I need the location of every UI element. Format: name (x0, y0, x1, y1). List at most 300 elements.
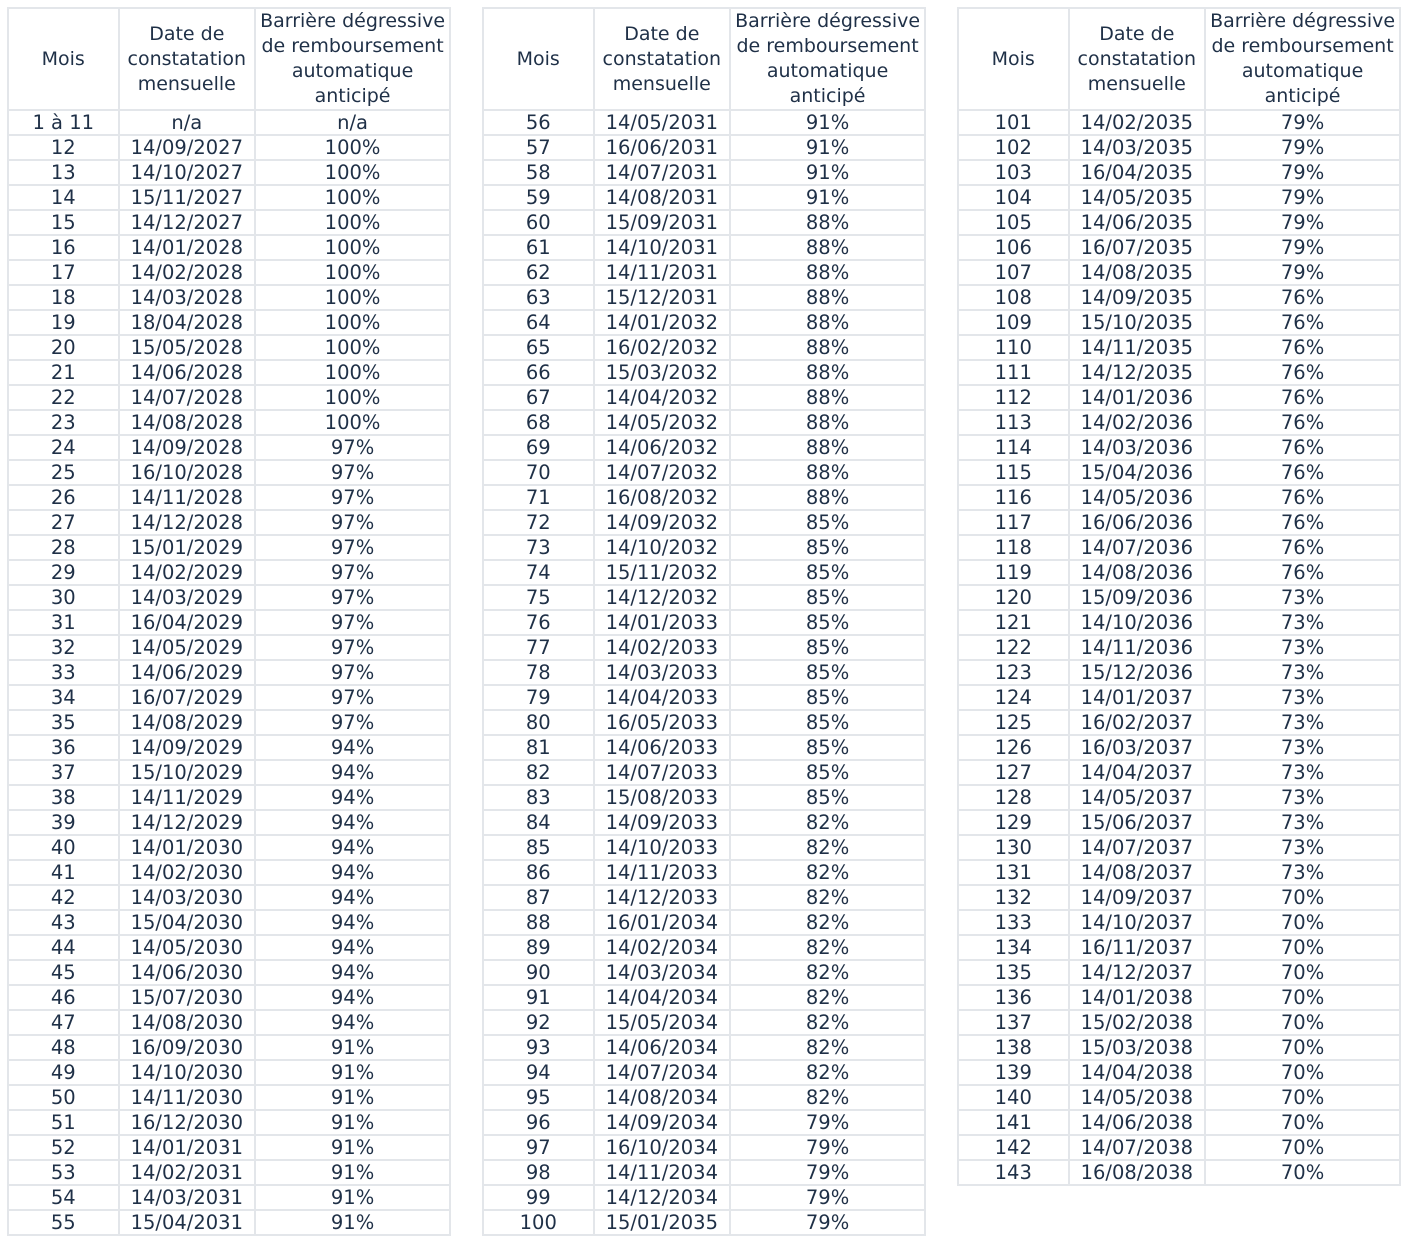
cell-mois: 65 (483, 335, 594, 360)
cell-mois: 22 (8, 385, 119, 410)
table-row (958, 710, 1400, 735)
cell-barriere: 85% (730, 510, 925, 535)
header-barriere: Barrière dégressive de remboursement automatique anticipé (255, 8, 450, 110)
cell-mois: 131 (958, 860, 1069, 885)
cell-barriere: 94% (255, 885, 450, 910)
cell-date: 14/02/2036 (1069, 410, 1206, 435)
cell-barriere: 88% (730, 385, 925, 410)
schedule-table-2 (482, 7, 926, 1236)
cell-date: 14/03/2036 (1069, 435, 1206, 460)
table-row (958, 285, 1400, 310)
cell-barriere: 70% (1205, 885, 1400, 910)
table-row (483, 110, 925, 135)
cell-mois: 80 (483, 710, 594, 735)
table-row (8, 460, 450, 485)
table-row (483, 1085, 925, 1110)
cell-barriere: 79% (1205, 110, 1400, 135)
cell-date: n/a (119, 110, 256, 135)
cell-date: 14/06/2029 (119, 660, 256, 685)
cell-date: 14/03/2031 (119, 1185, 256, 1210)
table-row (8, 635, 450, 660)
cell-barriere: 94% (255, 935, 450, 960)
cell-mois: 130 (958, 835, 1069, 860)
cell-date: 14/07/2032 (594, 460, 731, 485)
cell-mois: 49 (8, 1060, 119, 1085)
header-mois: Mois (483, 8, 594, 110)
cell-date: 14/08/2029 (119, 710, 256, 735)
cell-barriere: 73% (1205, 760, 1400, 785)
cell-barriere: 82% (730, 835, 925, 860)
cell-mois: 122 (958, 635, 1069, 660)
cell-barriere: 97% (255, 535, 450, 560)
cell-mois: 63 (483, 285, 594, 310)
table-row (483, 810, 925, 835)
cell-date: 14/08/2034 (594, 1085, 731, 1110)
table-row (483, 1060, 925, 1085)
cell-mois: 93 (483, 1035, 594, 1060)
table-row (958, 360, 1400, 385)
table-row (958, 1135, 1400, 1160)
cell-barriere: 76% (1205, 410, 1400, 435)
cell-date: 16/06/2031 (594, 135, 731, 160)
cell-date: 14/01/2033 (594, 610, 731, 635)
cell-mois: 127 (958, 760, 1069, 785)
cell-date: 14/03/2033 (594, 660, 731, 685)
cell-date: 14/01/2028 (119, 235, 256, 260)
cell-mois: 108 (958, 285, 1069, 310)
cell-barriere: 85% (730, 610, 925, 635)
cell-mois: 43 (8, 910, 119, 935)
table-row (8, 335, 450, 360)
table-row (8, 1010, 450, 1035)
table-row (8, 985, 450, 1010)
cell-date: 14/01/2037 (1069, 685, 1206, 710)
cell-mois: 64 (483, 310, 594, 335)
cell-date: 14/10/2030 (119, 1060, 256, 1085)
header-row (8, 8, 450, 110)
table-row (958, 510, 1400, 535)
cell-date: 14/10/2036 (1069, 610, 1206, 635)
cell-mois: 26 (8, 485, 119, 510)
table-row (8, 685, 450, 710)
cell-date: 15/09/2031 (594, 210, 731, 235)
table-row (958, 1010, 1400, 1035)
cell-barriere: 91% (730, 110, 925, 135)
cell-mois: 72 (483, 510, 594, 535)
table-row (8, 1110, 450, 1135)
cell-barriere: 82% (730, 810, 925, 835)
cell-mois: 50 (8, 1085, 119, 1110)
cell-mois: 103 (958, 160, 1069, 185)
cell-date: 14/04/2037 (1069, 760, 1206, 785)
table-row (958, 335, 1400, 360)
cell-date: 18/04/2028 (119, 310, 256, 335)
cell-barriere: 82% (730, 1085, 925, 1110)
cell-date: 16/02/2032 (594, 335, 731, 360)
cell-date: 15/10/2029 (119, 760, 256, 785)
cell-mois: 104 (958, 185, 1069, 210)
cell-barriere: 73% (1205, 635, 1400, 660)
cell-mois: 100 (483, 1210, 594, 1235)
table-row (8, 1185, 450, 1210)
cell-mois: 30 (8, 585, 119, 610)
cell-date: 14/02/2033 (594, 635, 731, 660)
cell-date: 14/05/2038 (1069, 1085, 1206, 1110)
cell-barriere: 73% (1205, 585, 1400, 610)
table-row (483, 785, 925, 810)
cell-barriere: 73% (1205, 860, 1400, 885)
table-row (8, 1035, 450, 1060)
cell-mois: 47 (8, 1010, 119, 1035)
table-row (8, 285, 450, 310)
table-row (8, 435, 450, 460)
cell-barriere: 94% (255, 785, 450, 810)
cell-mois: 115 (958, 460, 1069, 485)
cell-barriere: 79% (730, 1135, 925, 1160)
table-row (8, 935, 450, 960)
table-row (958, 885, 1400, 910)
table-row (483, 860, 925, 885)
cell-barriere: 85% (730, 560, 925, 585)
cell-date: 14/11/2028 (119, 485, 256, 510)
header-mois: Mois (8, 8, 119, 110)
cell-mois: 87 (483, 885, 594, 910)
cell-date: 15/03/2038 (1069, 1035, 1206, 1060)
cell-mois: 81 (483, 735, 594, 760)
cell-mois: 62 (483, 260, 594, 285)
cell-mois: 40 (8, 835, 119, 860)
table-row (958, 685, 1400, 710)
cell-barriere: 73% (1205, 660, 1400, 685)
cell-date: 14/04/2034 (594, 985, 731, 1010)
cell-barriere: 73% (1205, 710, 1400, 735)
cell-date: 14/01/2036 (1069, 385, 1206, 410)
cell-barriere: 100% (255, 260, 450, 285)
cell-mois: 71 (483, 485, 594, 510)
cell-mois: 38 (8, 785, 119, 810)
cell-barriere: 100% (255, 185, 450, 210)
cell-mois: 118 (958, 535, 1069, 560)
cell-mois: 35 (8, 710, 119, 735)
cell-barriere: 100% (255, 310, 450, 335)
cell-barriere: 85% (730, 760, 925, 785)
cell-mois: 39 (8, 810, 119, 835)
cell-barriere: 82% (730, 1060, 925, 1085)
cell-date: 14/08/2037 (1069, 860, 1206, 885)
cell-mois: 56 (483, 110, 594, 135)
cell-date: 14/12/2032 (594, 585, 731, 610)
cell-barriere: 70% (1205, 1035, 1400, 1060)
cell-mois: 83 (483, 785, 594, 810)
cell-date: 14/08/2031 (594, 185, 731, 210)
cell-mois: 55 (8, 1210, 119, 1235)
table-row (958, 485, 1400, 510)
table-row (483, 385, 925, 410)
cell-date: 15/08/2033 (594, 785, 731, 810)
cell-date: 14/06/2033 (594, 735, 731, 760)
cell-barriere: 76% (1205, 310, 1400, 335)
table-row (483, 235, 925, 260)
table-row (958, 1110, 1400, 1135)
cell-barriere: 94% (255, 1010, 450, 1035)
cell-date: 14/01/2038 (1069, 985, 1206, 1010)
cell-date: 14/09/2029 (119, 735, 256, 760)
cell-barriere: 91% (730, 185, 925, 210)
cell-date: 14/02/2030 (119, 860, 256, 885)
cell-barriere: 88% (730, 410, 925, 435)
cell-barriere: 94% (255, 835, 450, 860)
table-row (958, 860, 1400, 885)
table-row (8, 810, 450, 835)
header-barriere: Barrière dégressive de remboursement automatique anticipé (730, 8, 925, 110)
cell-mois: 124 (958, 685, 1069, 710)
cell-mois: 41 (8, 860, 119, 885)
cell-mois: 44 (8, 935, 119, 960)
table-row (958, 1160, 1400, 1185)
header-row (958, 8, 1400, 110)
table-row (483, 1035, 925, 1060)
cell-date: 16/07/2029 (119, 685, 256, 710)
cell-barriere: 82% (730, 860, 925, 885)
cell-mois: 34 (8, 685, 119, 710)
cell-mois: 31 (8, 610, 119, 635)
table-row (8, 910, 450, 935)
cell-date: 14/04/2033 (594, 685, 731, 710)
cell-barriere: 97% (255, 685, 450, 710)
cell-mois: 85 (483, 835, 594, 860)
cell-barriere: 73% (1205, 810, 1400, 835)
cell-mois: 142 (958, 1135, 1069, 1160)
cell-mois: 141 (958, 1110, 1069, 1135)
cell-date: 15/05/2034 (594, 1010, 731, 1035)
table-row (483, 685, 925, 710)
cell-date: 16/08/2032 (594, 485, 731, 510)
table-row (8, 260, 450, 285)
cell-barriere: 76% (1205, 460, 1400, 485)
cell-mois: 21 (8, 360, 119, 385)
cell-mois: 119 (958, 560, 1069, 585)
cell-date: 14/11/2030 (119, 1085, 256, 1110)
cell-barriere: 73% (1205, 685, 1400, 710)
table-row (958, 110, 1400, 135)
cell-date: 16/04/2029 (119, 610, 256, 635)
cell-date: 14/07/2036 (1069, 535, 1206, 560)
table-row (958, 735, 1400, 760)
cell-mois: 45 (8, 960, 119, 985)
cell-mois: 57 (483, 135, 594, 160)
header-date: Date de constatation mensuelle (1069, 8, 1206, 110)
cell-mois: 109 (958, 310, 1069, 335)
cell-date: 16/06/2036 (1069, 510, 1206, 535)
cell-date: 14/11/2036 (1069, 635, 1206, 660)
table-row (8, 960, 450, 985)
cell-barriere: 88% (730, 210, 925, 235)
table-row (8, 660, 450, 685)
table-row (958, 1085, 1400, 1110)
table-row (483, 260, 925, 285)
cell-mois: 101 (958, 110, 1069, 135)
header-barriere: Barrière dégressive de remboursement automatique anticipé (1205, 8, 1400, 110)
cell-barriere: 100% (255, 335, 450, 360)
cell-date: 14/05/2032 (594, 410, 731, 435)
cell-date: 14/10/2027 (119, 160, 256, 185)
cell-barriere: 79% (1205, 160, 1400, 185)
cell-date: 14/11/2031 (594, 260, 731, 285)
table-row (8, 1210, 450, 1235)
cell-mois: 28 (8, 535, 119, 560)
cell-date: 16/07/2035 (1069, 235, 1206, 260)
cell-date: 14/05/2029 (119, 635, 256, 660)
header-mois: Mois (958, 8, 1069, 110)
table-row (483, 335, 925, 360)
cell-mois: 129 (958, 810, 1069, 835)
cell-date: 14/12/2027 (119, 210, 256, 235)
cell-barriere: 100% (255, 235, 450, 260)
table-row (483, 1185, 925, 1210)
table-row (8, 1085, 450, 1110)
table-row (958, 960, 1400, 985)
cell-mois: 111 (958, 360, 1069, 385)
table-row (8, 135, 450, 160)
cell-mois: 78 (483, 660, 594, 685)
cell-mois: 20 (8, 335, 119, 360)
cell-barriere: 79% (730, 1210, 925, 1235)
cell-barriere: 85% (730, 585, 925, 610)
table-row (958, 910, 1400, 935)
cell-date: 14/08/2035 (1069, 260, 1206, 285)
cell-mois: 52 (8, 1135, 119, 1160)
cell-barriere: 85% (730, 685, 925, 710)
cell-date: 15/10/2035 (1069, 310, 1206, 335)
cell-date: 16/09/2030 (119, 1035, 256, 1060)
table-row (8, 210, 450, 235)
cell-mois: 91 (483, 985, 594, 1010)
cell-mois: 18 (8, 285, 119, 310)
table-row (483, 985, 925, 1010)
table-row (8, 360, 450, 385)
cell-date: 14/07/2037 (1069, 835, 1206, 860)
cell-mois: 102 (958, 135, 1069, 160)
cell-date: 15/05/2028 (119, 335, 256, 360)
cell-mois: 86 (483, 860, 594, 885)
cell-barriere: 100% (255, 160, 450, 185)
cell-date: 14/01/2032 (594, 310, 731, 335)
cell-barriere: 100% (255, 210, 450, 235)
cell-mois: 54 (8, 1185, 119, 1210)
cell-date: 14/09/2027 (119, 135, 256, 160)
cell-date: 15/04/2030 (119, 910, 256, 935)
cell-barriere: 85% (730, 710, 925, 735)
table-row (483, 660, 925, 685)
cell-barriere: 88% (730, 485, 925, 510)
cell-barriere: 97% (255, 635, 450, 660)
cell-mois: 112 (958, 385, 1069, 410)
cell-barriere: 76% (1205, 485, 1400, 510)
cell-date: 14/04/2038 (1069, 1060, 1206, 1085)
cell-barriere: 88% (730, 435, 925, 460)
table-row (8, 385, 450, 410)
table-row (958, 1035, 1400, 1060)
table-row (958, 585, 1400, 610)
cell-mois: 77 (483, 635, 594, 660)
cell-date: 14/02/2028 (119, 260, 256, 285)
cell-barriere: 97% (255, 585, 450, 610)
cell-mois: 13 (8, 160, 119, 185)
cell-mois: 140 (958, 1085, 1069, 1110)
cell-mois: 75 (483, 585, 594, 610)
table-row (8, 235, 450, 260)
cell-date: 15/12/2031 (594, 285, 731, 310)
table-row (483, 760, 925, 785)
cell-date: 15/03/2032 (594, 360, 731, 385)
table-row (483, 185, 925, 210)
cell-barriere: 91% (255, 1160, 450, 1185)
cell-barriere: 91% (255, 1110, 450, 1135)
cell-date: 14/02/2029 (119, 560, 256, 585)
cell-date: 14/06/2030 (119, 960, 256, 985)
table-row (8, 785, 450, 810)
cell-barriere: 76% (1205, 385, 1400, 410)
cell-mois: 74 (483, 560, 594, 585)
cell-barriere: 82% (730, 910, 925, 935)
cell-date: 15/02/2038 (1069, 1010, 1206, 1035)
cell-barriere: 88% (730, 235, 925, 260)
cell-date: 14/03/2034 (594, 960, 731, 985)
cell-mois: 125 (958, 710, 1069, 735)
cell-mois: 27 (8, 510, 119, 535)
cell-date: 14/09/2028 (119, 435, 256, 460)
cell-barriere: n/a (255, 110, 450, 135)
cell-barriere: 70% (1205, 1110, 1400, 1135)
cell-barriere: 70% (1205, 1010, 1400, 1035)
cell-barriere: 79% (730, 1160, 925, 1185)
table-row (958, 235, 1400, 260)
cell-date: 14/06/2035 (1069, 210, 1206, 235)
table-row (8, 735, 450, 760)
table-row (8, 1060, 450, 1085)
table-row (958, 635, 1400, 660)
table-row (8, 610, 450, 635)
cell-barriere: 88% (730, 360, 925, 385)
cell-date: 15/01/2029 (119, 535, 256, 560)
cell-date: 14/11/2035 (1069, 335, 1206, 360)
cell-mois: 66 (483, 360, 594, 385)
cell-date: 14/03/2030 (119, 885, 256, 910)
table-row (958, 160, 1400, 185)
cell-date: 14/09/2035 (1069, 285, 1206, 310)
cell-barriere: 79% (730, 1110, 925, 1135)
table-row (8, 160, 450, 185)
cell-mois: 133 (958, 910, 1069, 935)
cell-barriere: 70% (1205, 1160, 1400, 1185)
cell-date: 14/02/2034 (594, 935, 731, 960)
cell-date: 14/11/2033 (594, 860, 731, 885)
table-row (958, 310, 1400, 335)
cell-mois: 1 à 11 (8, 110, 119, 135)
cell-mois: 17 (8, 260, 119, 285)
cell-mois: 117 (958, 510, 1069, 535)
cell-barriere: 97% (255, 660, 450, 685)
table-row (483, 485, 925, 510)
cell-barriere: 82% (730, 1010, 925, 1035)
cell-mois: 95 (483, 1085, 594, 1110)
table-row (483, 610, 925, 635)
cell-date: 14/12/2028 (119, 510, 256, 535)
cell-barriere: 79% (1205, 185, 1400, 210)
cell-barriere: 79% (1205, 235, 1400, 260)
cell-mois: 137 (958, 1010, 1069, 1035)
cell-date: 14/11/2034 (594, 1160, 731, 1185)
